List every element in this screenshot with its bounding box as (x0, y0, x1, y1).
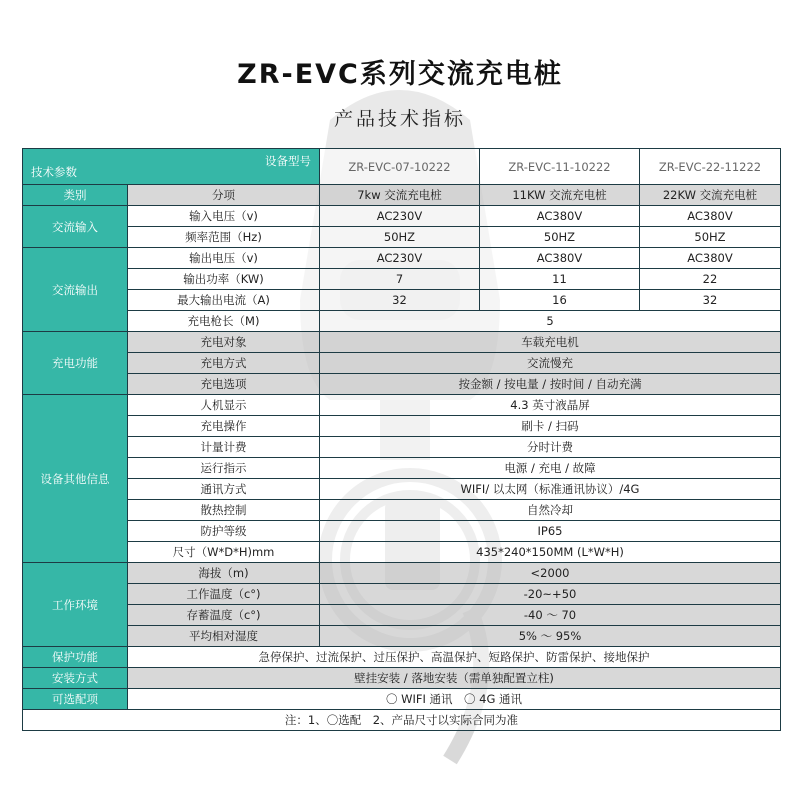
table-row (23, 521, 781, 542)
value-cell: 5% ～ 95% (320, 626, 781, 647)
table-row (23, 500, 781, 521)
table-row (23, 605, 781, 626)
value-cell: 分时计费 (320, 437, 781, 458)
table-row (23, 374, 781, 395)
table-row (23, 668, 781, 689)
item-cell: 人机显示 (128, 395, 320, 416)
table-row (23, 269, 781, 290)
value-cell: 按金额 / 按电量 / 按时间 / 自动充满 (320, 374, 781, 395)
corner-param-label: 技术参数 (31, 165, 77, 179)
category-cell: 设备其他信息 (23, 395, 128, 563)
table-row (23, 626, 781, 647)
table-row (23, 458, 781, 479)
value-cell: 交流慢充 (320, 353, 781, 374)
item-cell: 输出电压（v) (128, 248, 320, 269)
item-cell: 尺寸（W*D*H)mm (128, 542, 320, 563)
value-cell: 4.3 英寸液晶屏 (320, 395, 781, 416)
item-cell: 存蓄温度（c°) (128, 605, 320, 626)
value-cell: 刷卡 / 扫码 (320, 416, 781, 437)
item-cell: 通讯方式 (128, 479, 320, 500)
value-cell: AC230V (320, 206, 480, 227)
value-cell: 50HZ (480, 227, 640, 248)
value-cell: 11KW 交流充电桩 (480, 185, 640, 206)
value-cell: 〇 WIFI 通讯 〇 4G 通讯 (128, 689, 781, 710)
item-cell: 计量计费 (128, 437, 320, 458)
item-cell: 充电对象 (128, 332, 320, 353)
note-row (23, 710, 781, 731)
category-cell: 工作环境 (23, 563, 128, 647)
table-row (23, 395, 781, 416)
table-row (23, 416, 781, 437)
item-cell: 分项 (128, 185, 320, 206)
value-cell: -20~+50 (320, 584, 781, 605)
item-cell: 充电枪长（M) (128, 311, 320, 332)
value-cell: 电源 / 充电 / 故障 (320, 458, 781, 479)
item-cell: 输入电压（v) (128, 206, 320, 227)
spec-table (22, 148, 781, 731)
value-cell: AC380V (480, 206, 640, 227)
value-cell: 车载充电机 (320, 332, 781, 353)
value-cell: 急停保护、过流保护、过压保护、高温保护、短路保护、防雷保护、接地保护 (128, 647, 781, 668)
model-header: ZR-EVC-07-10222 (320, 149, 480, 185)
value-cell: WIFI/ 以太网（标准通讯协议）/4G (320, 479, 781, 500)
table-row (23, 332, 781, 353)
value-cell: 自然冷却 (320, 500, 781, 521)
item-cell: 运行指示 (128, 458, 320, 479)
value-cell: 50HZ (320, 227, 480, 248)
item-cell: 充电选项 (128, 374, 320, 395)
value-cell: 7kw 交流充电桩 (320, 185, 480, 206)
value-cell: AC380V (640, 248, 781, 269)
value-cell: AC380V (480, 248, 640, 269)
item-cell: 输出功率（KW) (128, 269, 320, 290)
table-row (23, 311, 781, 332)
value-cell: 22KW 交流充电桩 (640, 185, 781, 206)
value-cell: 11 (480, 269, 640, 290)
value-cell: -40 ～ 70 (320, 605, 781, 626)
header-corner-cell (23, 149, 320, 185)
value-cell: AC230V (320, 248, 480, 269)
category-cell: 交流输出 (23, 248, 128, 332)
value-cell: IP65 (320, 521, 781, 542)
value-cell: 7 (320, 269, 480, 290)
table-row (23, 542, 781, 563)
value-cell: 壁挂安装 / 落地安装（需单独配置立柱) (128, 668, 781, 689)
value-cell: 50HZ (640, 227, 781, 248)
item-cell: 充电操作 (128, 416, 320, 437)
item-cell: 频率范围（Hz) (128, 227, 320, 248)
table-row (23, 353, 781, 374)
category-cell: 保护功能 (23, 647, 128, 668)
value-cell: 32 (640, 290, 781, 311)
value-cell: 5 (320, 311, 781, 332)
table-row (23, 584, 781, 605)
footnote: 注：1、〇选配 2、产品尺寸以实际合同为准 (23, 710, 781, 731)
item-cell: 平均相对湿度 (128, 626, 320, 647)
table-row (23, 479, 781, 500)
table-row (23, 437, 781, 458)
value-cell: <2000 (320, 563, 781, 584)
item-cell: 最大输出电流（A) (128, 290, 320, 311)
value-cell: 16 (480, 290, 640, 311)
category-cell: 可选配项 (23, 689, 128, 710)
category-cell: 交流输入 (23, 206, 128, 248)
type-row (23, 185, 781, 206)
category-cell: 类别 (23, 185, 128, 206)
item-cell: 海拔（m) (128, 563, 320, 584)
table-row (23, 248, 781, 269)
item-cell: 散热控制 (128, 500, 320, 521)
table-row (23, 206, 781, 227)
value-cell: 22 (640, 269, 781, 290)
header-row (23, 149, 781, 185)
page-title: ZR-EVC系列交流充电桩 (237, 59, 563, 90)
table-row (23, 689, 781, 710)
value-cell: 435*240*150MM (L*W*H) (320, 542, 781, 563)
item-cell: 充电方式 (128, 353, 320, 374)
category-cell: 安装方式 (23, 668, 128, 689)
table-row (23, 227, 781, 248)
value-cell: 32 (320, 290, 480, 311)
table-row (23, 647, 781, 668)
item-cell: 工作温度（c°) (128, 584, 320, 605)
value-cell: AC380V (640, 206, 781, 227)
category-cell: 充电功能 (23, 332, 128, 395)
table-row (23, 290, 781, 311)
model-header: ZR-EVC-11-10222 (480, 149, 640, 185)
item-cell: 防护等级 (128, 521, 320, 542)
page-subtitle: 产品技术指标 (333, 108, 466, 130)
model-header: ZR-EVC-22-11222 (640, 149, 781, 185)
corner-model-label: 设备型号 (265, 154, 311, 168)
table-row (23, 563, 781, 584)
